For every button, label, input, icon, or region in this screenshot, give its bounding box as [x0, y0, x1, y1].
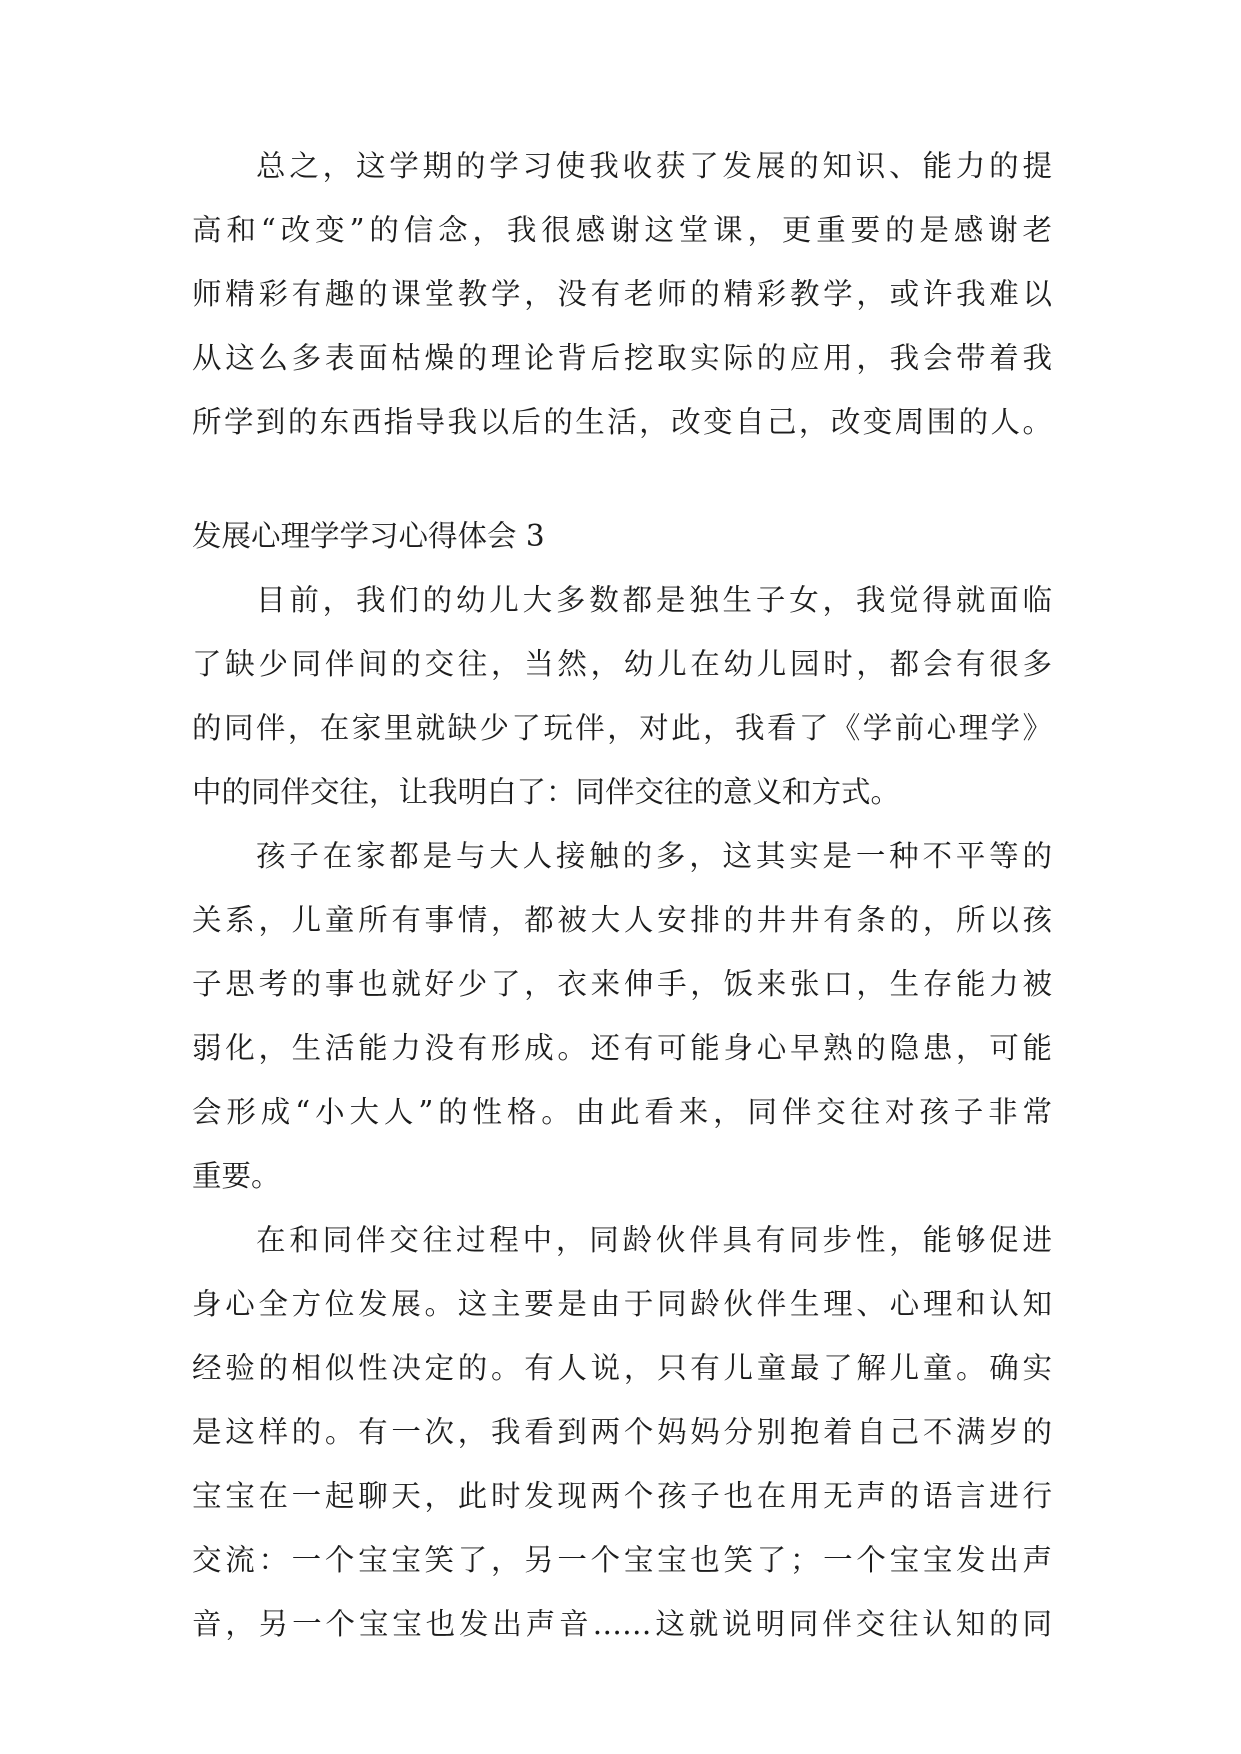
paragraph-line: 关系，儿童所有事情，都被大人安排的井井有条的，所以孩 [192, 903, 1052, 937]
paragraph-line: 高和“改变”的信念，我很感谢这堂课，更重要的是感谢老 [192, 213, 1052, 247]
paragraph-line: 弱化，生活能力没有形成。还有可能身心早熟的隐患，可能 [192, 1031, 1052, 1065]
paragraph-line: 中的同伴交往，让我明白了：同伴交往的意义和方式。 [192, 775, 901, 809]
paragraph-line: 会形成“小大人”的性格。由此看来，同伴交往对孩子非常 [192, 1095, 1052, 1129]
paragraph-line: 音，另一个宝宝也发出声音……这就说明同伴交往认知的同 [192, 1607, 1052, 1641]
paragraph-line: 重要。 [192, 1159, 281, 1193]
paragraph-line: 是这样的。有一次，我看到两个妈妈分别抱着自己不满岁的 [192, 1415, 1052, 1449]
paragraph-line: 子思考的事也就好少了，衣来伸手，饭来张口，生存能力被 [192, 967, 1052, 1001]
paragraph-line: 经验的相似性决定的。有人说，只有儿童最了解儿童。确实 [192, 1351, 1052, 1385]
paragraph-line: 在和同伴交往过程中，同龄伙伴具有同步性，能够促进 [256, 1223, 1052, 1257]
paragraph-line: 师精彩有趣的课堂教学，没有老师的精彩教学，或许我难以 [192, 277, 1052, 311]
paragraph-line: 身心全方位发展。这主要是由于同龄伙伴生理、心理和认知 [192, 1287, 1052, 1321]
paragraph-line: 总之，这学期的学习使我收获了发展的知识、能力的提 [256, 149, 1052, 183]
paragraph-line: 所学到的东西指导我以后的生活，改变自己，改变周围的人。 [192, 405, 1052, 439]
paragraph-line: 从这么多表面枯燥的理论背后挖取实际的应用，我会带着我 [192, 341, 1052, 375]
paragraph-line: 的同伴，在家里就缺少了玩伴，对此，我看了《学前心理学》 [192, 711, 1052, 745]
paragraph-line: 交流：一个宝宝笑了，另一个宝宝也笑了；一个宝宝发出声 [192, 1543, 1052, 1577]
paragraph-line: 孩子在家都是与大人接触的多，这其实是一种不平等的 [256, 839, 1052, 873]
paragraph-line: 宝宝在一起聊天，此时发现两个孩子也在用无声的语言进行 [192, 1479, 1052, 1513]
section-heading: 发展心理学学习心得体会 3 [192, 519, 545, 553]
paragraph-line: 目前，我们的幼儿大多数都是独生子女，我觉得就面临 [256, 583, 1052, 617]
paragraph-line: 了缺少同伴间的交往，当然，幼儿在幼儿园时，都会有很多 [192, 647, 1052, 681]
